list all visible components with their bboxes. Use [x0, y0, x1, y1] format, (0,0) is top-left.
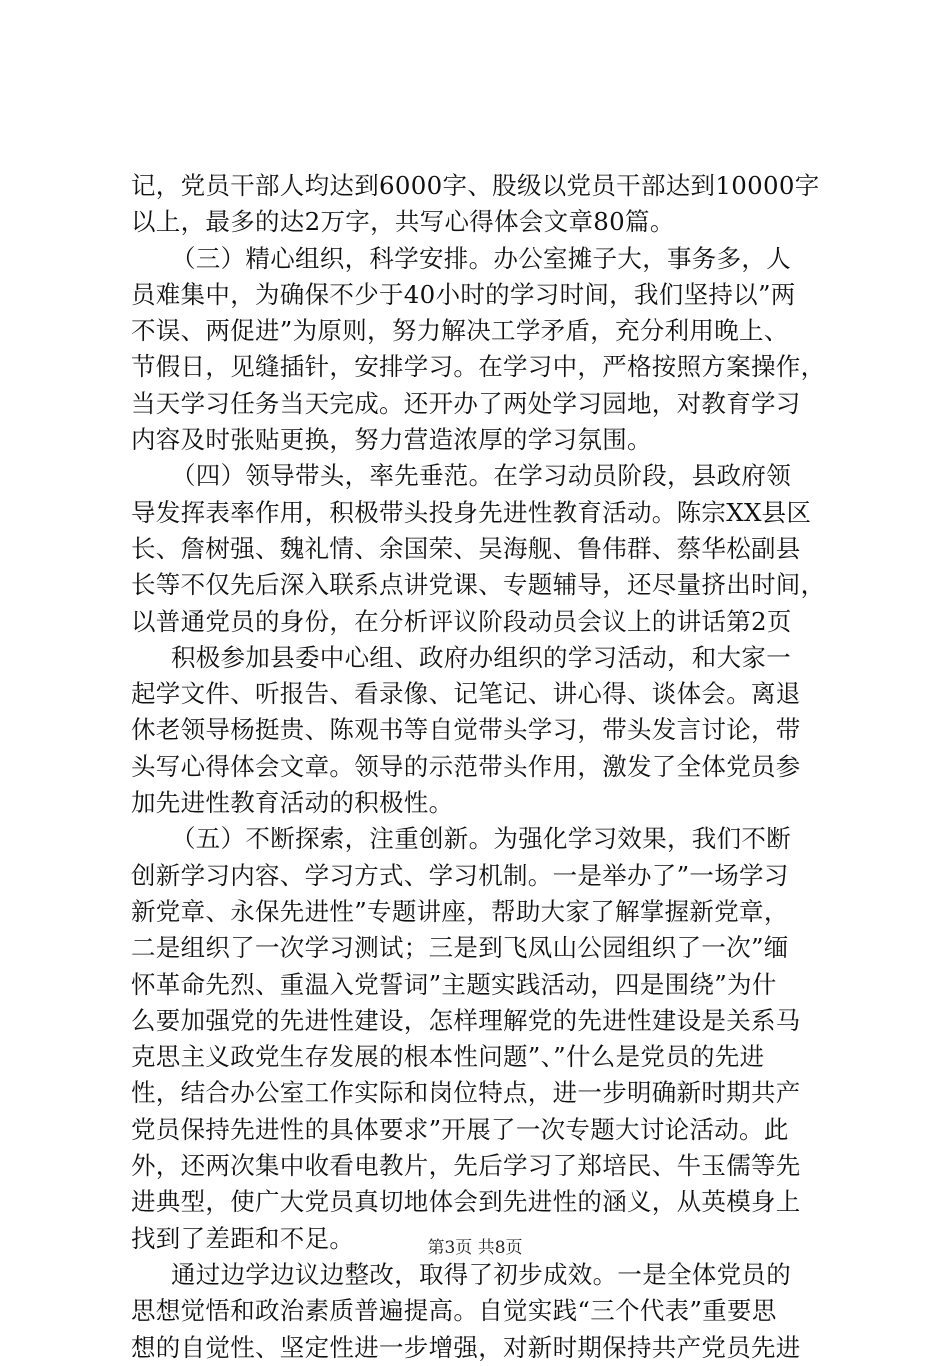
text-line: 怀革命先烈、重温入党誓词”主题实践活动，四是围绕”为什	[131, 969, 777, 999]
text-line: 克思主义政党生存发展的根本性问题”、”什么是党员的先进	[131, 1042, 765, 1072]
text-line: 外，还两次集中收看电教片，先后学习了郑培民、牛玉儒等先	[131, 1151, 801, 1181]
text-line: 新党章、永保先进性”专题讲座，帮助大家了解掌握新党章，	[131, 896, 789, 926]
text-line: 长、詹树强、魏礼情、余国荣、吴海舰、鲁伟群、蔡华松副县	[131, 533, 801, 563]
text-line: 找到了差距和不足。	[131, 1223, 355, 1253]
text-line: 积极参加县委中心组、政府办组织的学习活动，和大家一	[171, 642, 791, 672]
text-line: 创新学习内容、学习方式、学习机制。一是举办了”一场学习	[131, 860, 789, 890]
text-line: 性，结合办公室工作实际和岗位特点，进一步明确新时期共产	[131, 1078, 801, 1108]
text-line: 进典型，使广大党员真切地体会到先进性的涵义，从英模身上	[131, 1187, 801, 1217]
text-line: 导发挥表率作用，积极带头投身先进性教育活动。陈宗XX县区	[131, 497, 812, 527]
text-line: 节假日，见缝插针，安排学习。在学习中，严格按照方案操作，	[131, 352, 826, 382]
text-line: 二是组织了一次学习测试；三是到飞凤山公园组织了一次”缅	[131, 933, 789, 963]
text-line: 内容及时张贴更换，努力营造浓厚的学习氛围。	[131, 425, 652, 455]
page-footer: 第3页 共8页	[427, 1238, 523, 1258]
text-line: （三）精心组织，科学安排。办公室摊子大，事务多，人	[171, 243, 791, 273]
document-body	[131, 168, 831, 1366]
text-line: 以普通党员的身份，在分析评议阶段动员会议上的讲话第2页	[131, 606, 792, 636]
text-line: 员难集中，为确保不少于40小时的学习时间，我们坚持以”两	[131, 279, 796, 309]
text-line: 通过边学边议边整改，取得了初步成效。一是全体党员的	[171, 1259, 791, 1289]
text-line: 思想觉悟和政治素质普遍提高。自觉实践“三个代表”重要思	[131, 1296, 777, 1326]
text-line: 以上，最多的达2万字，共写心得体会文章80篇。	[131, 207, 675, 237]
text-line: 加先进性教育活动的积极性。	[131, 788, 454, 818]
text-line: 当天学习任务当天完成。还开办了两处学习园地，对教育学习	[131, 388, 801, 418]
text-line: （五）不断探索，注重创新。为强化学习效果，我们不断	[171, 824, 791, 854]
text-line: 记，党员干部人均达到6000字、股级以党员干部达到10000字	[131, 171, 820, 200]
text-line: 长等不仅先后深入联系点讲党课、专题辅导，还尽量挤出时间，	[131, 570, 826, 600]
text-line: （四）领导带头，率先垂范。在学习动员阶段，县政府领	[171, 461, 791, 491]
text-line: 么要加强党的先进性建设，怎样理解党的先进性建设是关系马	[131, 1005, 801, 1035]
text-line: 不误、两促进”为原则，努力解决工学矛盾，充分利用晚上、	[131, 316, 789, 346]
text-line: 休老领导杨挺贵、陈观书等自觉带头学习，带头发言讨论，带	[131, 715, 801, 745]
text-line: 头写心得体会文章。领导的示范带头作用，激发了全体党员参	[131, 751, 801, 781]
text-line: 起学文件、听报告、看录像、记笔记、讲心得、谈体会。离退	[131, 679, 801, 709]
text-line: 党员保持先进性的具体要求”开展了一次专题大讨论活动。此	[131, 1114, 789, 1144]
text-line: 想的自觉性、坚定性进一步增强，对新时期保持共产党员先进	[131, 1332, 801, 1362]
